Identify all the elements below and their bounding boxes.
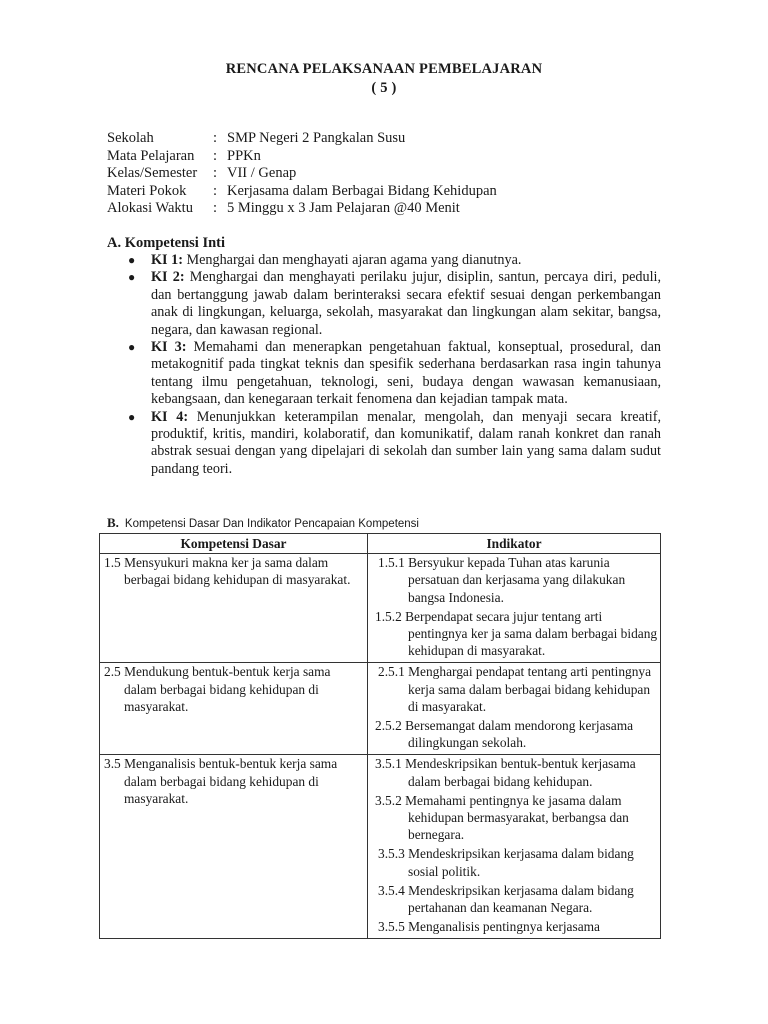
ki-text: Menunjukkan keterampilan menalar, mengolah, dan menyaji secara kreatif, produktif, kritis, mandiri, kolaboratif, dan komunikatif, dalam ranah konkret dan ranah abstrak sesuai dengan yang dipelajari di sekolah dan sumber lain yang sama dalam sudut pandang teori. (151, 408, 661, 477)
info-colon: : (213, 182, 218, 199)
list-item (128, 269, 661, 339)
info-label: Alokasi Waktu (107, 200, 193, 216)
indicator-item: 2.5.1 Menghargai pendapat tentang arti pentingnya kerja sama dalam berbagai bidang kehidupan di masyarakat. (378, 664, 652, 714)
header-kompetensi-dasar: Kompetensi Dasar (100, 534, 368, 554)
indicator-cell (368, 755, 661, 939)
ki-text: Memahami dan menerapkan pengetahuan faktual, konseptual, prosedural, dan metakognitif pada tingkat teknis dan spesifik sederhana berdasarkan rasa ingin tahunya tentang ilmu pengetahuan, teknologi, seni, budaya dengan wawasan kemanusiaan, kebangsaan, dan kenegaraan terkait fenomena dan kejadian tampak mata. (151, 339, 661, 408)
info-value: Kerjasama dalam Berbagai Bidang Kehidupan (227, 182, 497, 199)
info-label: Kelas/Semester (107, 165, 198, 181)
indicator-item: 3.5.4 Mendeskripsikan kerjasama dalam bidang pertahanan dan keamanan Negara. (378, 882, 634, 916)
info-value: 5 Minggu x 3 Jam Pelajaran @40 Menit (227, 200, 460, 216)
ki-key: KI 1: (151, 252, 183, 268)
identity-block (107, 130, 497, 218)
kd-indikator-table (99, 533, 661, 939)
table-row (100, 755, 661, 939)
bullet-icon: ● (128, 253, 136, 267)
info-row (107, 165, 497, 183)
info-value: SMP Negeri 2 Pangkalan Susu (227, 130, 406, 146)
info-row (107, 183, 497, 201)
table-header-row (100, 534, 661, 554)
table-row (100, 663, 661, 755)
info-colon: : (213, 200, 218, 216)
section-b-title: Kompetensi Dasar Dan Indikator Pencapaian Kompetensi (124, 518, 419, 530)
kd-cell (100, 554, 368, 663)
info-value: VII / Genap (227, 165, 297, 181)
info-value: PPKn (227, 147, 261, 164)
indicator-item: 3.5.3 Mendeskripsikan kerjasama dalam bidang sosial politik. (378, 846, 634, 879)
info-label: Materi Pokok (107, 182, 187, 199)
header-indikator: Indikator (368, 534, 661, 554)
indicator-cell (368, 554, 661, 663)
info-row (107, 200, 497, 218)
info-colon: : (213, 165, 218, 181)
bullet-icon: ● (128, 270, 136, 285)
kd-cell (100, 755, 368, 939)
kompetensi-inti-list (128, 252, 661, 478)
info-label: Mata Pelajaran (107, 147, 195, 164)
title-line-2: ( 5 ) (371, 80, 397, 96)
ki-key: KI 3: (151, 339, 187, 356)
list-item (128, 409, 661, 479)
list-item (128, 339, 661, 409)
section-b-heading (107, 515, 419, 531)
info-row (107, 130, 497, 148)
kd-text: 1.5 Mensyukuri makna ker ja sama dalam berbagai bidang kehidupan di masyarakat. (104, 555, 351, 588)
section-a-heading: A. Kompetensi Inti (107, 235, 226, 251)
indicator-item: 2.5.2 Bersemangat dalam mendorong kerjasama dilingkungan sekolah. (375, 718, 634, 751)
kd-cell (100, 663, 368, 755)
indicator-item: 1.5.1 Bersyukur kepada Tuhan atas karunia persatuan dan kerjasama yang dilakukan bangsa Indonesia. (378, 555, 626, 605)
section-b-letter: B. (107, 515, 119, 530)
info-label: Sekolah (107, 130, 154, 146)
title-line-1: RENCANA PELAKSANAAN PEMBELAJARAN (225, 61, 543, 77)
info-row (107, 148, 497, 166)
kd-text: 3.5 Menganalisis bentuk-bentuk kerja sama dalam berbagai bidang kehidupan di masyarakat. (104, 756, 338, 806)
document-title (0, 60, 768, 98)
indicator-item: 3.5.5 Menganalisis pentingnya kerjasama (378, 919, 601, 935)
indicator-item: 3.5.2 Memahami pentingnya ke jasama dalam kehidupan bermasyarakat, berbangsa dan bernegara. (375, 792, 629, 843)
ki-text: Menghargai dan menghayati ajaran agama yang dianutnya. (182, 252, 522, 268)
indicator-item: 1.5.2 Berpendapat secara jujur tentang arti pentingnya ker ja sama dalam berbagai bidang kehidupan di masyarakat. (375, 608, 658, 659)
ki-text: Menghargai dan menghayati perilaku jujur, disiplin, santun, percaya diri, peduli, dan bertanggung jawab dalam berinteraksi secara efektif sesuai dengan perkembangan anak di lingkungan, keluarga, sekolah, masyarakat dan lingkungan alam sekitar, bangsa, negara, dan kawasan regional. (151, 269, 662, 338)
ki-key: KI 2: (151, 269, 185, 286)
kd-text: 2.5 Mendukung bentuk-bentuk kerja sama dalam berbagai bidang kehidupan di masyarakat. (104, 664, 331, 714)
info-colon: : (213, 147, 218, 164)
bullet-icon: ● (128, 409, 136, 424)
list-item (128, 252, 661, 269)
indicator-cell (368, 663, 661, 755)
indicator-item: 3.5.1 Mendeskripsikan bentuk-bentuk kerjasama dalam berbagai bidang kehidupan. (375, 756, 636, 789)
bullet-icon: ● (128, 340, 136, 355)
info-colon: : (213, 130, 218, 146)
ki-key: KI 4: (151, 408, 189, 425)
table-row (100, 554, 661, 663)
